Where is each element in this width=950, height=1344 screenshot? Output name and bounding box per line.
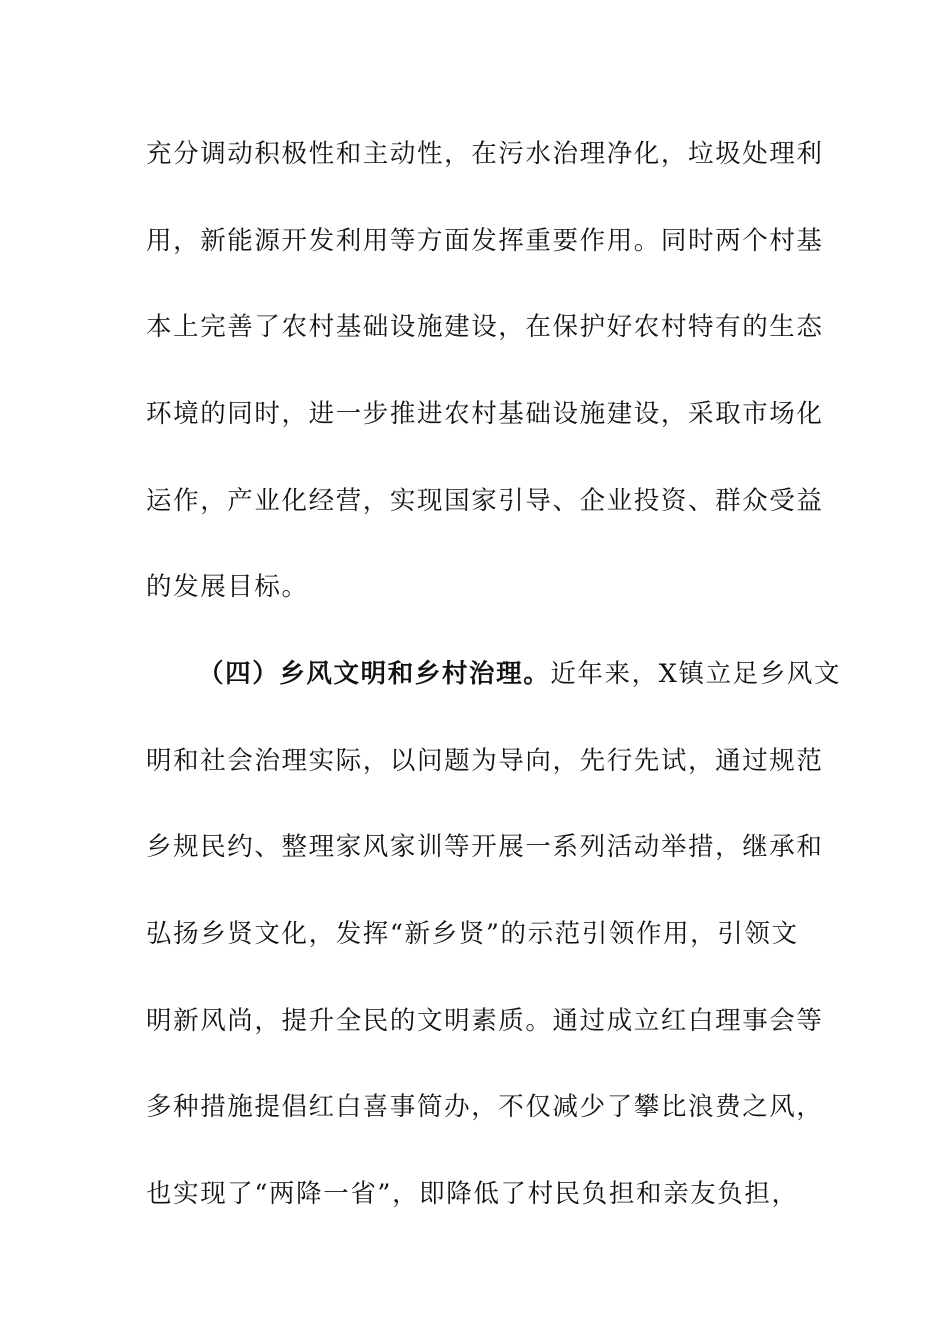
section-first-line: [198, 654, 858, 694]
section-heading: （四）乡风文明和乡村治理。: [198, 659, 551, 689]
paragraph-line: 多种措施提倡红白喜事简办，不仅减少了攀比浪费之风，: [146, 1092, 824, 1122]
paragraph-line: 本上完善了农村基础设施建设，在保护好农村特有的生态: [146, 312, 824, 342]
paragraph-line: 弘扬乡贤文化，发挥“新乡贤”的示范引领作用，引领文: [146, 919, 799, 949]
paragraph-line: 明新风尚，提升全民的文明素质。通过成立红白理事会等: [146, 1006, 824, 1036]
paragraph-line: 环境的同时，进一步推进农村基础设施建设，采取市场化: [146, 399, 824, 429]
paragraph-line: 充分调动积极性和主动性，在污水治理净化，垃圾处理利: [146, 139, 824, 169]
paragraph-line: 乡规民约、整理家风家训等开展一系列活动举措，继承和: [146, 832, 824, 862]
paragraph-line: 运作，产业化经营，实现国家引导、企业投资、群众受益: [146, 486, 824, 516]
section-first-line-text: 近年来，X镇立足乡风文: [550, 659, 842, 689]
paragraph-line: 明和社会治理实际，以问题为导向，先行先试，通过规范: [146, 746, 824, 776]
paragraph-line: 用，新能源开发利用等方面发挥重要作用。同时两个村基: [146, 226, 824, 256]
paragraph-line: 也实现了“两降一省”，即降低了村民负担和亲友负担，: [146, 1179, 799, 1209]
paragraph-line: 的发展目标。: [146, 572, 309, 602]
